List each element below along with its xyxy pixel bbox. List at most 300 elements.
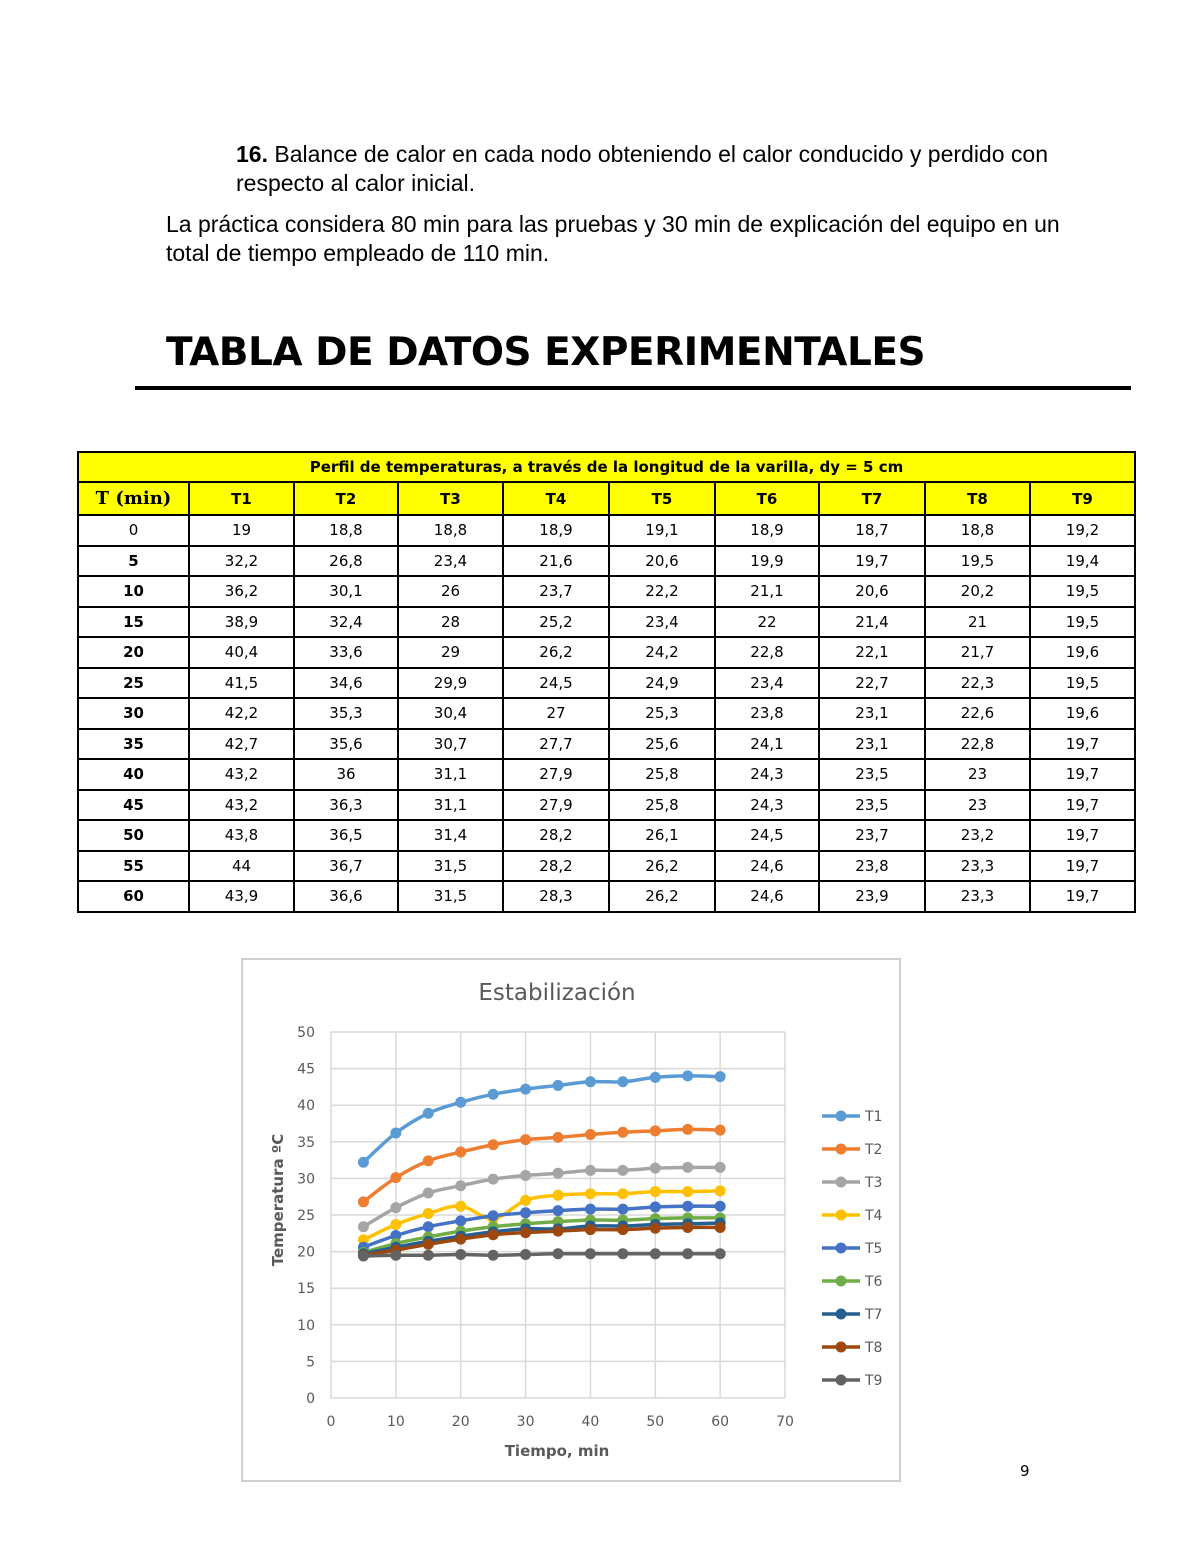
legend-item-t2 <box>822 1142 882 1158</box>
temperature-cell: 42,7 <box>189 729 294 760</box>
table-row <box>78 881 1135 912</box>
data-point <box>617 1188 628 1199</box>
data-point <box>455 1215 466 1226</box>
data-point <box>553 1248 564 1259</box>
data-point <box>520 1170 531 1181</box>
y-tick-label: 20 <box>297 1244 315 1261</box>
temperature-cell: 28,2 <box>503 851 609 882</box>
time-cell: 30 <box>78 698 189 729</box>
legend-label: T3 <box>865 1175 883 1191</box>
time-cell: 10 <box>78 576 189 607</box>
data-point <box>617 1204 628 1215</box>
data-point <box>358 1250 369 1261</box>
data-point <box>455 1180 466 1191</box>
temperature-cell: 33,6 <box>294 637 398 668</box>
data-point <box>650 1163 661 1174</box>
temperature-cell: 23,7 <box>819 820 925 851</box>
temperature-cell: 43,8 <box>189 820 294 851</box>
x-axis-label: Tiempo, min <box>504 1442 610 1460</box>
time-cell: 45 <box>78 790 189 821</box>
data-point <box>650 1223 661 1234</box>
y-tick-label: 5 <box>306 1354 315 1371</box>
series-t1 <box>358 1070 726 1167</box>
data-point <box>488 1250 499 1261</box>
data-point <box>520 1227 531 1238</box>
temperature-cell: 19,7 <box>1030 820 1135 851</box>
stabilization-chart <box>243 960 899 1480</box>
table-header-row <box>78 482 1135 515</box>
temperature-cell: 22,7 <box>819 668 925 699</box>
temperature-cell: 19,6 <box>1030 698 1135 729</box>
temperature-cell: 31,4 <box>398 820 503 851</box>
temperature-cell: 32,2 <box>189 546 294 577</box>
temperature-cell: 44 <box>189 851 294 882</box>
legend-label: T9 <box>865 1373 883 1389</box>
data-point <box>650 1201 661 1212</box>
temperature-cell: 22,8 <box>715 637 819 668</box>
temperature-cell: 19,7 <box>1030 729 1135 760</box>
temperature-cell: 19,7 <box>1030 790 1135 821</box>
temperature-cell: 23 <box>925 790 1030 821</box>
temperature-cell: 42,2 <box>189 698 294 729</box>
data-point <box>390 1128 401 1139</box>
temperature-cell: 19 <box>189 515 294 546</box>
data-point <box>715 1125 726 1136</box>
data-point <box>682 1070 693 1081</box>
temperature-cell: 23,8 <box>715 698 819 729</box>
temperature-cell: 43,9 <box>189 881 294 912</box>
data-point <box>617 1127 628 1138</box>
x-tick-label: 40 <box>581 1414 600 1430</box>
header-t8: T8 <box>925 482 1030 515</box>
data-point <box>682 1222 693 1233</box>
temperature-cell: 24,3 <box>715 790 819 821</box>
data-point <box>585 1129 596 1140</box>
y-axis-label: Temperatura ºC <box>269 1133 287 1267</box>
data-point <box>682 1248 693 1259</box>
legend-label: T7 <box>865 1307 883 1323</box>
temperature-cell: 25,8 <box>609 790 715 821</box>
data-point <box>520 1084 531 1095</box>
data-point <box>488 1210 499 1221</box>
legend-marker <box>836 1276 847 1287</box>
temperature-cell: 21,6 <box>503 546 609 577</box>
data-point <box>617 1076 628 1087</box>
data-point <box>390 1219 401 1230</box>
data-point <box>585 1248 596 1259</box>
legend-item-t8 <box>822 1340 882 1356</box>
header-t3: T3 <box>398 482 503 515</box>
legend-marker <box>836 1309 847 1320</box>
legend-item-t7 <box>822 1307 882 1323</box>
data-point <box>585 1224 596 1235</box>
data-point <box>390 1172 401 1183</box>
time-cell: 35 <box>78 729 189 760</box>
temperature-cell: 36,7 <box>294 851 398 882</box>
legend-marker <box>836 1342 847 1353</box>
page-number: 9 <box>1020 1462 1030 1480</box>
time-cell: 25 <box>78 668 189 699</box>
legend-label: T1 <box>865 1109 883 1125</box>
time-cell: 40 <box>78 759 189 790</box>
temperature-cell: 20,6 <box>819 576 925 607</box>
chart-title: Estabilización <box>478 980 636 1006</box>
legend-marker <box>836 1243 847 1254</box>
y-tick-label: 25 <box>297 1208 315 1224</box>
data-point <box>715 1162 726 1173</box>
data-point <box>553 1226 564 1237</box>
temperature-cell: 24,2 <box>609 637 715 668</box>
table-row <box>78 668 1135 699</box>
table-row <box>78 790 1135 821</box>
temperature-cell: 19,7 <box>1030 759 1135 790</box>
x-tick-label: 70 <box>776 1414 794 1430</box>
data-point <box>488 1229 499 1240</box>
temperature-cell: 27,9 <box>503 759 609 790</box>
temperature-cell: 23,9 <box>819 881 925 912</box>
legend-item-t4 <box>822 1208 883 1224</box>
temperature-cell: 36,3 <box>294 790 398 821</box>
table-row <box>78 576 1135 607</box>
legend-marker <box>836 1375 847 1386</box>
chart-legend <box>822 1109 883 1389</box>
data-point <box>390 1202 401 1213</box>
data-point <box>358 1221 369 1232</box>
data-point <box>553 1132 564 1143</box>
data-point <box>553 1205 564 1216</box>
practice-note: La práctica considera 80 min para las pruebas y 30 min de explicación del equipo en un total de tiempo empleado de 110 min. <box>166 211 1060 266</box>
time-cell: 0 <box>78 515 189 546</box>
temperature-cell: 27,9 <box>503 790 609 821</box>
legend-item-t3 <box>822 1175 882 1191</box>
temperature-cell: 19,5 <box>1030 668 1135 699</box>
temperature-cell: 24,6 <box>715 851 819 882</box>
temperature-cell: 23,3 <box>925 851 1030 882</box>
step-number: 16. <box>236 141 268 167</box>
temperature-cell: 20,6 <box>609 546 715 577</box>
temperature-cell: 36,6 <box>294 881 398 912</box>
temperature-cell: 23,7 <box>503 576 609 607</box>
data-point <box>585 1076 596 1087</box>
temperature-cell: 19,2 <box>1030 515 1135 546</box>
data-point <box>715 1248 726 1259</box>
data-point <box>650 1072 661 1083</box>
temperature-cell: 36,2 <box>189 576 294 607</box>
y-tick-label: 15 <box>297 1281 315 1298</box>
section-title: TABLA DE DATOS EXPERIMENTALES <box>166 330 926 375</box>
temperature-cell: 22,1 <box>819 637 925 668</box>
temperature-cell: 19,1 <box>609 515 715 546</box>
data-point <box>423 1239 434 1250</box>
data-point <box>520 1207 531 1218</box>
time-cell: 5 <box>78 546 189 577</box>
temperature-cell: 24,6 <box>715 881 819 912</box>
data-point <box>585 1204 596 1215</box>
temperature-cell: 24,1 <box>715 729 819 760</box>
x-tick-label: 0 <box>326 1414 336 1430</box>
temperature-cell: 28 <box>398 607 503 638</box>
temperature-cell: 19,7 <box>1030 881 1135 912</box>
temperature-cell: 22,2 <box>609 576 715 607</box>
temperature-cell: 22,8 <box>925 729 1030 760</box>
temperature-cell: 21 <box>925 607 1030 638</box>
data-point <box>682 1162 693 1173</box>
temperature-cell: 32,4 <box>294 607 398 638</box>
y-axis-ticks <box>297 1025 315 1407</box>
temperature-cell: 26,8 <box>294 546 398 577</box>
temperature-cell: 34,6 <box>294 668 398 699</box>
temperature-cell: 23,4 <box>715 668 819 699</box>
temperature-cell: 21,1 <box>715 576 819 607</box>
step-16-text <box>236 140 1056 198</box>
data-point <box>390 1250 401 1261</box>
header-t4: T4 <box>503 482 609 515</box>
temperature-cell: 23,1 <box>819 698 925 729</box>
temperature-cell: 23,5 <box>819 790 925 821</box>
temperature-cell: 25,2 <box>503 607 609 638</box>
legend-label: T2 <box>865 1142 883 1158</box>
temperature-cell: 21,4 <box>819 607 925 638</box>
temperature-cell: 26 <box>398 576 503 607</box>
temperature-cell: 20,2 <box>925 576 1030 607</box>
data-point <box>488 1089 499 1100</box>
data-point <box>650 1186 661 1197</box>
temperature-cell: 29,9 <box>398 668 503 699</box>
temperature-cell: 25,6 <box>609 729 715 760</box>
y-tick-label: 50 <box>297 1025 315 1041</box>
data-point <box>715 1071 726 1082</box>
temperature-cell: 18,8 <box>294 515 398 546</box>
temperature-cell: 35,6 <box>294 729 398 760</box>
table-row <box>78 698 1135 729</box>
data-point <box>682 1124 693 1135</box>
legend-item-t9 <box>822 1373 882 1389</box>
temperature-cell: 31,1 <box>398 790 503 821</box>
header-t5: T5 <box>609 482 715 515</box>
legend-label: T6 <box>865 1274 883 1290</box>
time-cell: 20 <box>78 637 189 668</box>
y-tick-label: 45 <box>297 1061 315 1078</box>
data-point <box>585 1188 596 1199</box>
table-row <box>78 729 1135 760</box>
temperature-cell: 26,1 <box>609 820 715 851</box>
time-cell: 15 <box>78 607 189 638</box>
temperature-cell: 23,4 <box>609 607 715 638</box>
temperature-cell: 19,5 <box>1030 607 1135 638</box>
table-row <box>78 515 1135 546</box>
legend-label: T5 <box>865 1241 883 1257</box>
data-point <box>423 1250 434 1261</box>
data-point <box>617 1224 628 1235</box>
legend-item-t6 <box>822 1274 883 1290</box>
data-point <box>553 1080 564 1091</box>
temperature-cell: 41,5 <box>189 668 294 699</box>
data-point <box>423 1108 434 1119</box>
header-t6: T6 <box>715 482 819 515</box>
temperature-cell: 22 <box>715 607 819 638</box>
temperature-cell: 26,2 <box>503 637 609 668</box>
experimental-data-table-container <box>77 451 1124 913</box>
temperature-cell: 43,2 <box>189 790 294 821</box>
data-point <box>715 1201 726 1212</box>
table-row <box>78 851 1135 882</box>
temperature-cell: 24,3 <box>715 759 819 790</box>
data-point <box>455 1201 466 1212</box>
data-point <box>520 1249 531 1260</box>
temperature-cell: 28,2 <box>503 820 609 851</box>
legend-label: T8 <box>865 1340 883 1356</box>
y-tick-label: 0 <box>306 1391 315 1407</box>
temperature-cell: 26,2 <box>609 851 715 882</box>
x-tick-label: 50 <box>646 1414 665 1430</box>
temperature-cell: 43,2 <box>189 759 294 790</box>
data-point <box>455 1249 466 1260</box>
data-point <box>553 1190 564 1201</box>
temperature-cell: 30,1 <box>294 576 398 607</box>
temperature-cell: 21,7 <box>925 637 1030 668</box>
legend-marker <box>836 1177 847 1188</box>
legend-label: T4 <box>865 1208 883 1224</box>
table-row <box>78 637 1135 668</box>
temperature-cell: 36,5 <box>294 820 398 851</box>
temperature-cell: 26,2 <box>609 881 715 912</box>
temperature-cell: 25,3 <box>609 698 715 729</box>
data-point <box>423 1155 434 1166</box>
legend-item-t5 <box>822 1241 882 1257</box>
legend-marker <box>836 1111 847 1122</box>
temperature-cell: 31,1 <box>398 759 503 790</box>
temperature-cell: 23,1 <box>819 729 925 760</box>
y-tick-label: 30 <box>297 1171 315 1188</box>
temperature-cell: 19,7 <box>1030 851 1135 882</box>
data-point <box>520 1195 531 1206</box>
data-point <box>715 1222 726 1233</box>
data-point <box>423 1208 434 1219</box>
temperature-cell: 19,9 <box>715 546 819 577</box>
temperature-cell: 36 <box>294 759 398 790</box>
temperature-cell: 27,7 <box>503 729 609 760</box>
x-tick-label: 10 <box>386 1414 405 1430</box>
temperature-cell: 19,7 <box>819 546 925 577</box>
temperature-cell: 18,7 <box>819 515 925 546</box>
table-title: Perfil de temperaturas, a través de la longitud de la varilla, dy = 5 cm <box>78 452 1135 482</box>
temperature-cell: 22,3 <box>925 668 1030 699</box>
header-t1: T1 <box>189 482 294 515</box>
temperature-cell: 23,8 <box>819 851 925 882</box>
time-cell: 55 <box>78 851 189 882</box>
data-point <box>488 1139 499 1150</box>
table-row <box>78 607 1135 638</box>
temperature-cell: 38,9 <box>189 607 294 638</box>
data-point <box>358 1157 369 1168</box>
temperature-cell: 23 <box>925 759 1030 790</box>
y-tick-label: 10 <box>297 1317 315 1334</box>
title-underline <box>135 386 1131 390</box>
header-t9: T9 <box>1030 482 1135 515</box>
temperature-cell: 25,8 <box>609 759 715 790</box>
data-point <box>455 1234 466 1245</box>
x-tick-label: 20 <box>451 1414 470 1430</box>
temperature-cell: 28,3 <box>503 881 609 912</box>
legend-marker <box>836 1144 847 1155</box>
temperature-cell: 35,3 <box>294 698 398 729</box>
temperature-cell: 19,6 <box>1030 637 1135 668</box>
legend-marker <box>836 1210 847 1221</box>
data-point <box>520 1134 531 1145</box>
chart-frame <box>241 958 901 1482</box>
temperature-cell: 30,7 <box>398 729 503 760</box>
temperature-cell: 27 <box>503 698 609 729</box>
series-line <box>363 1076 720 1162</box>
data-point <box>423 1221 434 1232</box>
temperature-cell: 18,8 <box>398 515 503 546</box>
legend-item-t1 <box>822 1109 882 1125</box>
temperature-cell: 31,5 <box>398 881 503 912</box>
temperature-cell: 19,4 <box>1030 546 1135 577</box>
y-tick-label: 40 <box>297 1098 315 1115</box>
temperature-cell: 22,6 <box>925 698 1030 729</box>
table-row <box>78 759 1135 790</box>
temperature-cell: 31,5 <box>398 851 503 882</box>
data-point <box>715 1185 726 1196</box>
data-point <box>617 1165 628 1176</box>
x-tick-label: 30 <box>516 1414 535 1430</box>
table-title-row <box>78 452 1135 482</box>
temperature-cell: 23,4 <box>398 546 503 577</box>
time-cell: 50 <box>78 820 189 851</box>
y-tick-label: 35 <box>297 1134 315 1151</box>
temperature-cell: 24,9 <box>609 668 715 699</box>
temperature-cell: 23,5 <box>819 759 925 790</box>
x-axis-ticks <box>327 1414 794 1430</box>
experimental-data-table <box>77 451 1136 913</box>
x-tick-label: 60 <box>711 1414 730 1430</box>
header-time: T (min) <box>78 482 189 515</box>
series-line <box>363 1254 720 1256</box>
temperature-cell: 24,5 <box>503 668 609 699</box>
data-point <box>488 1174 499 1185</box>
data-point <box>455 1097 466 1108</box>
table-row <box>78 820 1135 851</box>
step-description: Balance de calor en cada nodo obteniendo el calor conducido y perdido con respecto al calor inicial. <box>236 141 1048 196</box>
data-point <box>682 1201 693 1212</box>
data-point <box>553 1168 564 1179</box>
data-point <box>650 1248 661 1259</box>
chart-series <box>358 1070 726 1261</box>
temperature-cell: 18,9 <box>715 515 819 546</box>
header-t7: T7 <box>819 482 925 515</box>
temperature-cell: 18,9 <box>503 515 609 546</box>
temperature-cell: 24,5 <box>715 820 819 851</box>
data-point <box>423 1188 434 1199</box>
data-point <box>682 1186 693 1197</box>
data-point <box>617 1248 628 1259</box>
data-point <box>358 1196 369 1207</box>
data-point <box>650 1125 661 1136</box>
table-body <box>78 515 1135 912</box>
table-row <box>78 546 1135 577</box>
data-point <box>585 1165 596 1176</box>
series-t2 <box>358 1124 726 1207</box>
series-t9 <box>358 1248 726 1261</box>
temperature-cell: 23,3 <box>925 881 1030 912</box>
temperature-cell: 29 <box>398 637 503 668</box>
temperature-cell: 19,5 <box>1030 576 1135 607</box>
header-t2: T2 <box>294 482 398 515</box>
temperature-cell: 23,2 <box>925 820 1030 851</box>
temperature-cell: 19,5 <box>925 546 1030 577</box>
temperature-cell: 18,8 <box>925 515 1030 546</box>
